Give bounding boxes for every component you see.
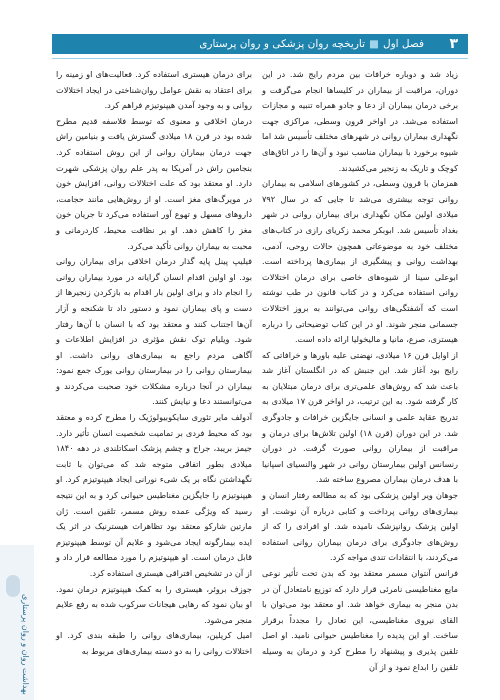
spine-book-title: بهداشت روان و روان پرستاری xyxy=(21,594,30,695)
text-column-left xyxy=(56,67,252,659)
page-number: ۳ xyxy=(449,36,458,52)
paragraph: فیلیپ پینل پایه گذار درمان اخلاقی برای بیماران روانی بود. او اولین اقدام انسان گرایانه در مورد بیماران روانی را انجام داد و برای اولین بار اقدام به بازکردن زنجیرها از دست و پای بیماران نمود و دستور داد تا شکنجه و آزار آن‌ها اجتناب کنند و معتقد بود که با انسان با آن‌ها رفتار شود. ویلیام توک نقش مؤثری در افزایش اطلاعات و آگاهی مردم راجع به بیماری‌های روانی داشت. او بیمارستان روانی را در بیمارستان روانی یورک جمع نمود: بیماران در آنجا درباره مشکلات خود صحبت می‌کردند و می‌توانستند دعا و نیایش کنند. xyxy=(56,256,252,407)
chapter-label: فصل اول xyxy=(382,38,424,50)
paragraph: جوهان ویر اولین پزشکی بود که به مطالعه رفتار انسان و بیماری‌های روانی پرداخت و کتابی درباره آن نوشت. او اولین پزشک روانپزشک نامیده شد. او افرادی را که از روش‌های جادوگری برای درمان بیماران روانی استفاده می‌کردند، با انتقادات تندی مواجه کرد. xyxy=(262,490,458,563)
chapter-title: تاریخچه روان پزشکی و روان پرستاری xyxy=(199,38,366,50)
header-separator: ■ xyxy=(369,38,379,50)
paragraph: امیل کریلین، بیماری‌های روانی را طبقه بندی کرد. او اختلالات روانی را به دو دسته بیماری‌های مربوط به xyxy=(56,630,252,656)
paragraph: آدولف مایر تئوری سایکوبیولوژیک را مطرح کرده و معتقد بود که محیط فردی بر تمامیت شخصیت انسان تأثیر دارد. جیمز بریبد، جراح و چشم پزشک اسکاتلندی در دهه ۱۸۴۰ میلادی بطور اتفاقی متوجه شد که می‌توان با ثابت نگهداشتن نگاه بر یک شیء نورانی ایجاد هیپنوتیزم کرد. او هیپنوتیزم را جایگزین مغناطیس حیوانی کرد و به این نتیجه رسید که ویژگی عمده روش مسمر، تلقین است. ژان مارتین شارکو معتقد بود تظاهرات هیسترنیک در اثر یک ایده بیمارگونه ایجاد می‌شود و علایم آن توسط هیپنوتیزم قابل درمان است. او هیپنوتیزم را مورد مطالعه قرار داد و از آن در تشخیص افتراقی هیستری استفاده کرد. xyxy=(56,412,252,578)
bookmark-icon xyxy=(6,575,20,597)
paragraph: درمان اخلاقی و معنوی که توسط فلاسفه قدیم مطرح شده بود در قرن ۱۸ میلادی گسترش یافت و بنیامین راش جهت درمان بیماران روانی از این روش استفاده کرد. بنجامین راش در آمریکا به پدر علم روان پزشکی شهرت دارد. او معتقد بود که علت اختلالات روانی، افزایش خون در مویرگ‌های مغز است. او از روش‌هایی مانند حجامت، داروهای مسهل و تهوع آور استفاده می‌کرد تا جریان خون مغز را کاهش دهد. او بر نظافت محیط، کاردرمانی و محبت به بیماران روانی تأکید می‌کرد. xyxy=(56,115,252,251)
chapter-header xyxy=(52,34,468,54)
header-underline xyxy=(52,58,468,59)
paragraph: برای درمان هیستری استفاده کرد. فعالیت‌های او زمینه را برای اعتقاد به نقش عوامل روان‌شناختی در ایجاد اختلالات روانی و به وجود آمدن هیپنوتیزم فراهم کرد. xyxy=(56,69,252,111)
paragraph: همزمان با قرون وسطی، در کشورهای اسلامی به بیماران روانی توجه بیشتری می‌شد تا جایی که در سال ۷۹۲ میلادی اولین مکان نگهداری برای بیماران روانی در شهر بغداد تأسیس شد. ابوبکر محمد زکریای رازی در کتاب‌های مختلف خود به موضوعاتی همچون حالات روحی، آدمی، بهداشت روانی و پیشگیری از بیماری‌ها پرداخته است. ابوعلی سینا از شیوه‌های خاصی برای درمان اختلالات روانی استفاده می‌کرد و در کتاب قانون در طب نوشته است که آشفتگی‌های روانی می‌توانند به بروز اختلالات جسمانی منجر شوند. او در این کتاب توضیحاتی را درباره هیستری، صرع، مانیا و مالیخولیا ارائه داده است. xyxy=(262,178,458,345)
paragraph: زیاد شد و دوباره خرافات بین مردم رایج شد. در این دوران، مراقبت از بیماران در کلیساها انجام می‌گرفت و برخی درمان بیماران از دعا و جادو همراه تنبیه و مجازات استفاده می‌شد. در اواخر قرون وسطی، مراکزی جهت نگهداری بیماران روانی در شهرهای مختلف تأسیس شد اما شیوه برخورد با بیماران مناسب نبود و آن‌ها را در اتاق‌های کوچک و تاریک به زنجیر می‌کشیدند. xyxy=(262,69,458,173)
text-column-right xyxy=(262,67,458,672)
paragraph: از اوایل قرن ۱۶ میلادی، نهضتی علیه باورها و خرافاتی که رایج بود آغاز شد. این جنبش که در انگلستان آغاز شد باعث شد که روش‌های علمی‌تری برای درمان مبتلایان به کار گرفته شود. به این ترتیب، در اواخر قرن ۱۷ میلادی به تدریج عقاید علمی و انسانی جایگزین خرافات و جادوگری شد. در این دوران (قرن ۱۸) اولین تلاش‌ها برای درمان و مراقبت از بیماران روانی صورت گرفت. در دوران رنسانس اولین بیمارستان روانی در شهر والنسیای اسپانیا با هدف درمان بیماران مصروع ساخته شد. xyxy=(262,349,458,485)
paragraph: فرانس آنتوان مسمر معتقد بود که بدن تحت تأثیر نوعی مایع مغناطیسی نامرئی قرار دارد که توزیع نامتعادل آن در بدن منجر به بیماری خواهد شد. او معتقد بود می‌توان با القای نیروی مغناطیسی، این تعادل را مجدداً برقرار ساخت. او این پدیده را مغناطیس حیوانی نامید. او اصل تلقین پذیری و پیشنهاد را مطرح کرد و درمان به وسیله تلقین را ابداع نمود و از آن xyxy=(262,568,458,672)
header-text xyxy=(199,34,424,54)
paragraph: جوزف بروئر، هیستری را به کمک هیپنوتیزم درمان نمود. او بیان نمود که رهایی هیجانات سرکوب شده به رفع علایم منجر می‌شود. xyxy=(56,583,252,625)
